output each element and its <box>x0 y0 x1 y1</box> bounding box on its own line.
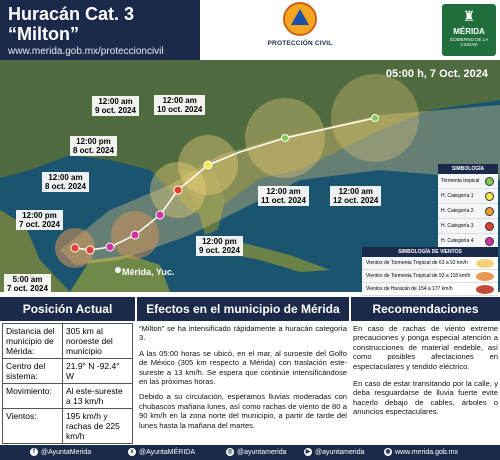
wind-legend-title: SIMBOLOGÍA DE VIENTOS <box>362 247 498 257</box>
title-line-2: “Milton” <box>8 24 79 44</box>
legend-swatch <box>485 192 494 201</box>
wind-legend-item-1: Vientos de Tormenta Tropical de 63 a 92 km/h <box>362 257 498 270</box>
track-label-1: 5:00 am 7 oct. 2024 <box>4 274 51 292</box>
effects-paragraph: “Milton” se ha intensificado rápidamente a huracán categoría 3. <box>139 324 347 343</box>
track-label-8: 12:00 am 11 oct. 2024 <box>258 186 309 206</box>
proteccion-civil-emblem-icon <box>283 2 317 36</box>
footer-youtube[interactable]: ▶ @ayuntamerida <box>305 448 365 456</box>
wind-swatch <box>476 259 494 268</box>
title-line-1: Huracán Cat. 3 <box>8 4 135 24</box>
track-label-7: 12:00 pm 9 oct. 2024 <box>196 236 243 256</box>
legend-item-cat4: H. Categoría 4 <box>438 234 498 249</box>
merida-city-label: Mérida, Yuc. <box>122 267 175 277</box>
wind-swatch <box>476 285 494 294</box>
effects-panel-title: Efectos en el municipio de Mérida <box>137 297 349 321</box>
map-datetime: 05:00 h, 7 Oct. 2024 <box>385 68 488 80</box>
legend-swatch <box>485 177 494 186</box>
web-icon: ◉ <box>385 449 391 455</box>
table-row: Distancia del municipio de Mérida: 305 km al noroeste del municipio <box>3 324 133 359</box>
track-point-9 <box>372 115 379 122</box>
track-point-3 <box>106 243 114 251</box>
proteccion-civil-text: PROTECCIÓN CIVIL <box>267 40 333 47</box>
track-label-5: 12:00 am 9 oct. 2024 <box>92 96 139 116</box>
recommendations-panel-title: Recomendaciones <box>351 297 500 321</box>
track-label-4: 12:00 pm 8 oct. 2024 <box>70 136 117 156</box>
info-panels <box>0 297 500 445</box>
website-url[interactable]: www.merida.gob.mx/proteccioncivil <box>8 46 164 57</box>
title-box <box>0 0 200 60</box>
footer-website[interactable]: ◉ www.merida.gob.mx <box>385 448 459 456</box>
effects-paragraph: Debido a su circulación, esperamos lluvias moderadas con chubascos mañana lunes, así como rachas de viento de 80 a 90 km/h en la zona norte del municipio, a partir de tarde del lunes hasta la mañana del martes. <box>139 392 347 430</box>
legend-item-cat2: H. Categoría 2 <box>438 204 498 219</box>
table-row: Vientos: 195 km/h y rachas de 225 km/h <box>3 409 133 444</box>
merida-logo-text: MÉRIDA <box>453 27 485 36</box>
symbols-legend-title: SIMBOLOGÍA <box>438 164 498 174</box>
wind-swatch <box>476 272 494 281</box>
recommendations-text <box>353 324 498 425</box>
track-point-7 <box>204 161 212 169</box>
track-point-4 <box>131 231 139 239</box>
footer-social-bar <box>0 445 500 460</box>
merida-emblem-icon: ♜ <box>462 8 476 24</box>
proteccion-civil-logo <box>260 2 340 58</box>
legend-item-cat3: H. Categoría 3 <box>438 219 498 234</box>
track-point-8 <box>282 135 289 142</box>
legend-item-cat1: H. Categoría 1 <box>438 189 498 204</box>
merida-logo-subtext: GOBIERNO DE LA CIUDAD <box>449 37 489 47</box>
wind-legend-item-2: Vientos de Tormenta Tropical de 93 a 118 km/h <box>362 270 498 283</box>
position-table <box>2 323 133 444</box>
merida-location-marker <box>115 267 121 273</box>
footer-twitter[interactable]: x @AyuntaMÉRIDA <box>128 448 195 456</box>
wind-legend-item-3: Vientos de Huracán de 154 a 177 km/h <box>362 283 498 296</box>
track-label-9: 12:00 am 12 oct. 2024 <box>330 186 381 206</box>
header <box>0 0 500 60</box>
recommendation-paragraph: En caso de estar transitando por la calle, y deba resguardarse de lluvia fuerte evite hacerlo debajo de cables, árboles o anuncios espectaculares. <box>353 379 498 417</box>
legend-swatch <box>485 207 494 216</box>
position-panel-title: Posición Actual <box>0 297 135 321</box>
legend-swatch <box>485 222 494 231</box>
youtube-icon: ▶ <box>305 449 311 455</box>
table-row: Movimiento: Al este-sureste a 13 km/h <box>3 384 133 409</box>
legend-item-tropical-storm: Tormenta tropical <box>438 174 498 189</box>
footer-instagram[interactable]: ◎ @ayuntamerida <box>227 448 287 456</box>
track-point-1 <box>71 244 79 252</box>
instagram-icon: ◎ <box>227 449 233 455</box>
legend-swatch <box>485 237 494 246</box>
table-row: Centro del sistema: 21.9° N -92.4° W <box>3 359 133 384</box>
twitter-icon: x <box>128 448 136 456</box>
wind-legend <box>362 247 498 295</box>
recommendation-paragraph: En caso de rachas de viento extreme precauciones y ponga especial atención a construcciones de material endeble, así como posibles afectaciones en espectaculares y tendido eléctrico. <box>353 324 498 371</box>
track-label-6: 12:00 am 10 oct. 2024 <box>154 95 205 115</box>
track-point-5 <box>156 211 164 219</box>
track-point-6 <box>174 186 182 194</box>
effects-text <box>139 324 347 436</box>
merida-logo <box>442 4 496 56</box>
track-point-2 <box>86 246 94 254</box>
effects-paragraph: A las 05:00 horas se ubicó, en el mar, al suroeste del Golfo de México (305 km respecto a Mérida) con traslación este-sureste a 13 km/h. Se espera que continúe intensificándose en las próximas horas. <box>139 348 347 387</box>
track-label-3: 12:00 am 8 oct. 2024 <box>42 172 89 192</box>
track-label-2: 12:00 pm 7 oct. 2024 <box>16 210 63 230</box>
facebook-icon: f <box>30 448 38 456</box>
footer-facebook[interactable]: f @AyuntaMerida <box>30 448 91 456</box>
